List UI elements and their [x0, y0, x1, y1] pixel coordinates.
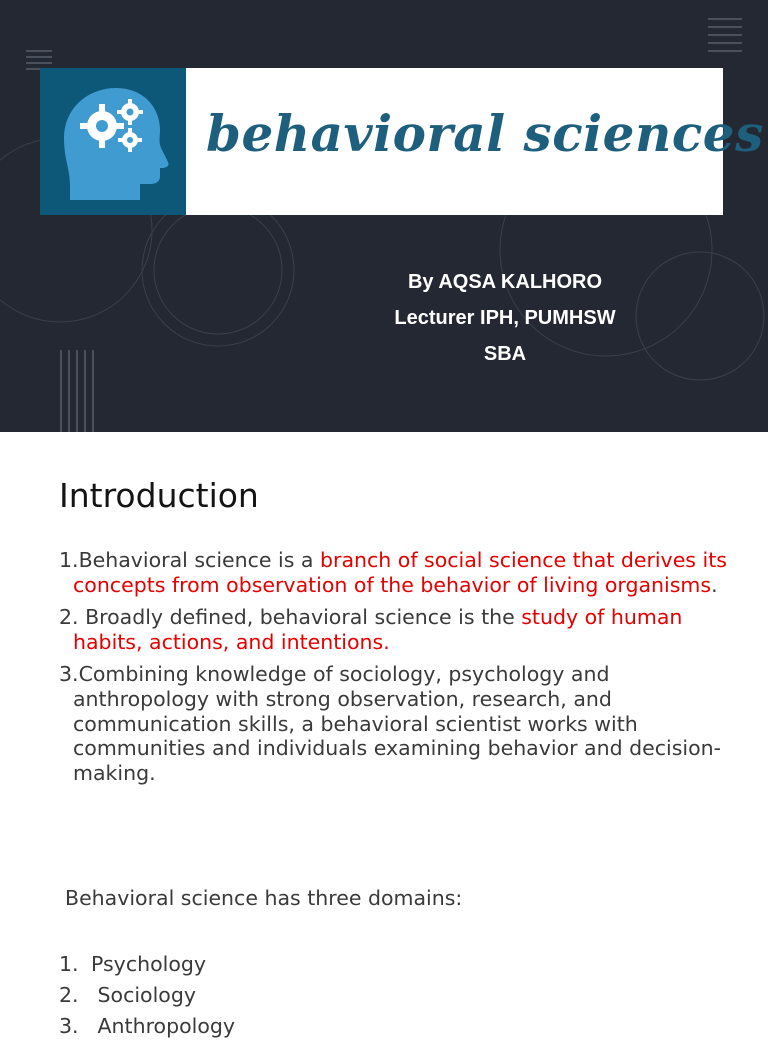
- author-name: By AQSA KALHORO: [407, 271, 603, 293]
- list-item: [59, 605, 729, 654]
- banner-title: behavioral sciences: [206, 104, 764, 163]
- point-number: 1.: [59, 548, 79, 572]
- list-item: [59, 548, 729, 597]
- point-highlight: study of human habits, actions, and intentions.: [73, 605, 683, 654]
- author-byline: [350, 264, 660, 372]
- logo-panel: [40, 68, 186, 215]
- domain-number: 1.: [59, 952, 79, 976]
- head-gears-icon: [40, 68, 186, 215]
- domain-label: Psychology: [91, 952, 207, 976]
- title-slide: [0, 0, 768, 432]
- author-location: SBA: [483, 343, 527, 365]
- domains-heading: Behavioral science has three domains:: [65, 886, 463, 910]
- point-highlight: branch of social science that derives its concepts from observation of the behavior of living organisms: [73, 548, 727, 597]
- point-text: Combining knowledge of sociology, psychology and anthropology with strong observation, research, and communication skills, a behavioral scientist works with communities and individuals examining behavior and decision-making.: [73, 662, 722, 785]
- intro-points-list: [59, 548, 729, 793]
- point-text-end: .: [711, 572, 718, 597]
- domain-label: Sociology: [91, 983, 196, 1007]
- list-item: [59, 662, 729, 785]
- point-text: Behavioral science is a: [78, 548, 320, 572]
- introduction-slide: [0, 432, 768, 1038]
- title-banner: [40, 68, 764, 215]
- domain-number: 2.: [59, 983, 79, 1007]
- domains-list: [59, 950, 235, 1043]
- domain-label: Anthropology: [91, 1014, 236, 1038]
- list-item: [59, 981, 235, 1012]
- list-item: [59, 950, 235, 981]
- list-item: [59, 1012, 235, 1043]
- author-position: Lecturer IPH, PUMHSW: [394, 307, 616, 329]
- point-number: 3.: [59, 662, 79, 687]
- domain-number: 3.: [59, 1014, 79, 1038]
- point-text: Broadly defined, behavioral science is the: [78, 605, 522, 630]
- point-number: 2.: [59, 605, 79, 630]
- slide-title: Introduction: [59, 476, 259, 515]
